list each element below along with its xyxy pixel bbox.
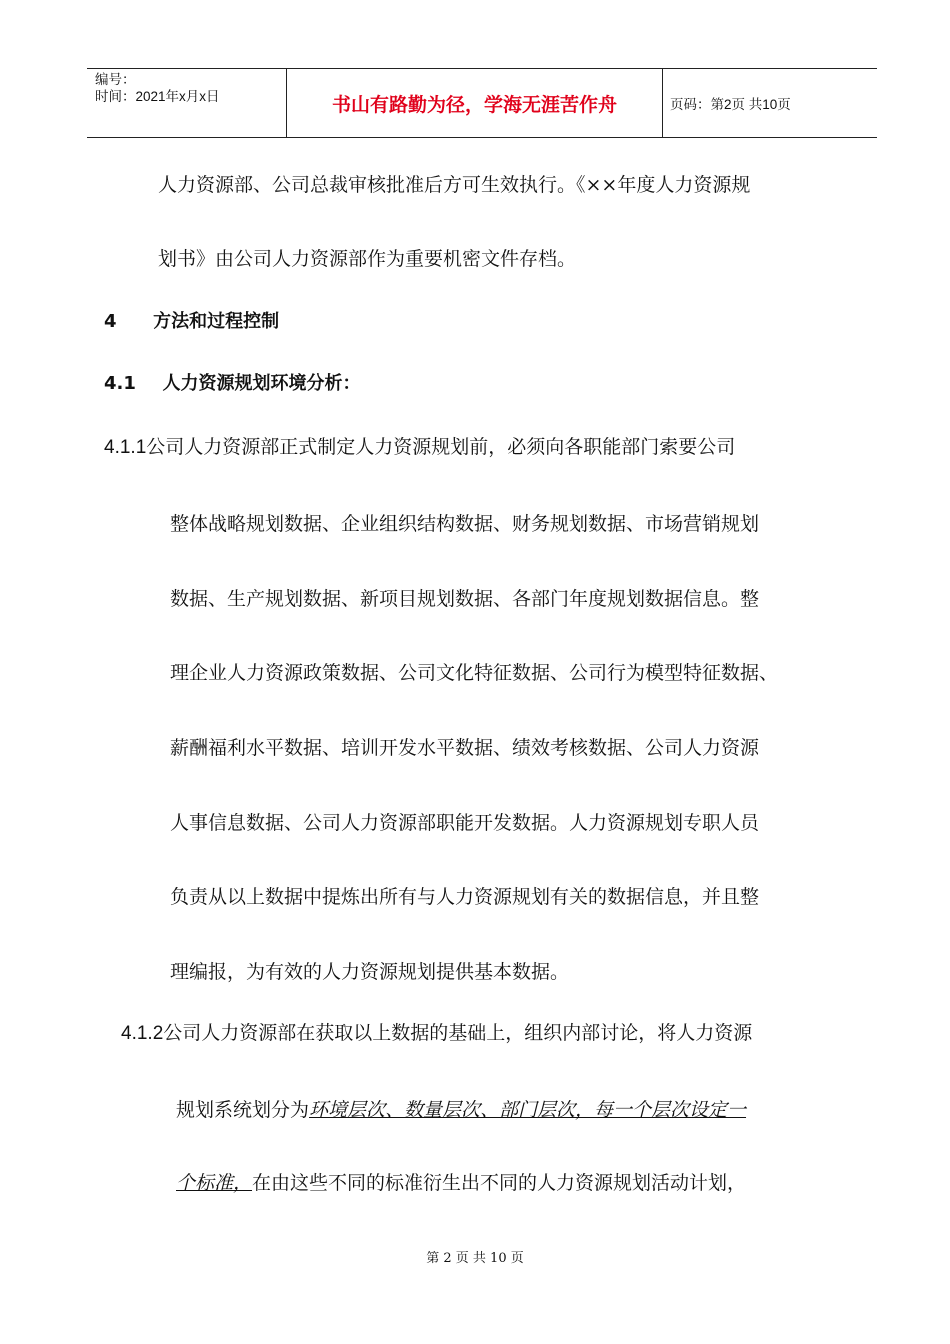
- doc-number-label: 编号：: [95, 72, 136, 87]
- section-title: 方法和过程控制: [153, 311, 280, 332]
- clause-line: 薪酬福利水平数据、培训开发水平数据、绩效考核数据、公司人力资源: [170, 737, 760, 759]
- header-motto: 书山有路勤为径，学海无涯苦作舟: [287, 69, 663, 137]
- clause-text: 规划系统划分为: [176, 1099, 310, 1121]
- clause-line: 整体战略规划数据、企业组织结构数据、财务规划数据、市场营销规划: [170, 513, 760, 535]
- clause-line: [176, 1171, 746, 1195]
- header-meta: [87, 69, 287, 137]
- section-number: 4.1: [104, 373, 136, 394]
- clause-line: 理企业人力资源政策数据、公司文化特征数据、公司行为模型特征数据、: [170, 662, 779, 684]
- clause-line: 人事信息数据、公司人力资源部职能开发数据。人力资源规划专职人员: [170, 812, 760, 834]
- page-header: [87, 68, 877, 138]
- clause-line: 数据、生产规划数据、新项目规划数据、各部门年度规划数据信息。整: [170, 588, 760, 610]
- section-title: 人力资源规划环境分析：: [162, 373, 361, 394]
- section-heading-4-1: [104, 372, 360, 396]
- clause-number: 4.1.1: [104, 437, 147, 458]
- clause-text: 公司人力资源部正式制定人力资源规划前，必须向各职能部门索要公司: [146, 436, 736, 458]
- underlined-text: 个标准，: [176, 1172, 253, 1194]
- paragraph-line: 划书》由公司人力资源部作为重要机密文件存档。: [158, 248, 577, 270]
- header-page-label: 页码：第2页 共10页: [670, 97, 791, 112]
- clause-number: 4.1.2: [121, 1023, 164, 1044]
- section-heading-4: [104, 310, 279, 334]
- clause-4-1-1-first-line: [104, 435, 735, 460]
- clause-line: 理编报，为有效的人力资源规划提供基本数据。: [170, 961, 570, 983]
- underlined-text: 环境层次、数量层次、部门层次，每一个层次设定一: [309, 1099, 747, 1121]
- doc-time-label: 时间：2021年x月x日: [95, 89, 220, 104]
- clause-line: [176, 1098, 746, 1122]
- paragraph-line: 人力资源部、公司总裁审核批准后方可生效执行。《××年度人力资源规: [158, 174, 751, 196]
- page-footer: 第 2 页 共 10 页: [426, 1251, 524, 1266]
- clause-line: 负责从以上数据中提炼出所有与人力资源规划有关的数据信息，并且整: [170, 886, 760, 908]
- clause-text: 在由这些不同的标准衍生出不同的人力资源规划活动计划，: [252, 1172, 747, 1194]
- section-number: 4: [104, 311, 117, 332]
- clause-4-1-2-first-line: [121, 1021, 752, 1046]
- clause-text: 公司人力资源部在获取以上数据的基础上，组织内部讨论，将人力资源: [163, 1022, 753, 1044]
